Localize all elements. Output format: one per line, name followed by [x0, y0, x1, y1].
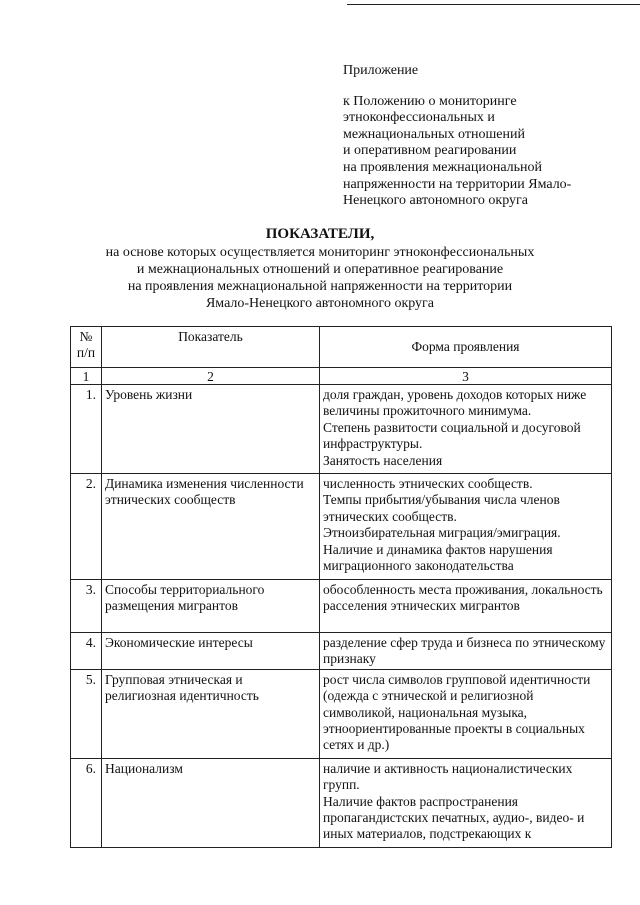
column-numbers-row	[71, 368, 612, 385]
row-number: 1.	[71, 385, 102, 474]
form-text: доля граждан, уровень доходов которых ниже величины прожиточного минимума.	[323, 387, 587, 419]
document-title	[0, 226, 640, 312]
form-text: разделение сфер труда и бизнеса по этническому признаку	[323, 635, 606, 667]
title-line: Ямало-Ненецкого автономного округа	[205, 296, 435, 311]
title-heading: ПОКАЗАТЕЛИ,	[265, 226, 375, 242]
row-form	[320, 580, 612, 633]
table-row	[71, 385, 612, 474]
table-row	[71, 580, 612, 633]
table-row	[71, 633, 612, 670]
row-form	[320, 385, 612, 474]
row-form	[320, 633, 612, 670]
form-text: рост числа символов групповой идентичности (одежда с этнической и религиозной символикой, национальная музыка, этноориентированные проекты в социальных сетях и др.)	[323, 671, 591, 753]
form-text: Наличие фактов распространения пропагандистских печатных, аудио-, видео- и иных материалов, подстрекающих к	[323, 793, 585, 842]
row-form	[320, 758, 612, 847]
form-text: Наличие и динамика фактов нарушения миграционного законодательства	[323, 541, 553, 574]
form-text: Занятость населения	[323, 452, 443, 468]
form-text: Темпы прибытия/убывания числа членов этнических сообществ.	[323, 492, 560, 524]
row-form	[320, 669, 612, 758]
column-number: 2	[102, 368, 320, 385]
row-indicator: Экономические интересы	[102, 633, 320, 670]
row-indicator: Способы территориального размещения мигрантов	[102, 580, 320, 633]
title-line: на проявления межнациональной напряженности на территории	[127, 279, 513, 294]
form-text: численность этнических сообществ.	[323, 476, 533, 491]
row-indicator: Национализм	[102, 758, 320, 847]
row-indicator: Уровень жизни	[102, 385, 320, 474]
appendix-line: на проявления межнациональной	[343, 159, 543, 175]
form-text: Этноизбирательная миграция/эмиграция.	[323, 525, 561, 541]
appendix-line: напряженности на территории Ямало-	[343, 176, 572, 192]
title-line: на основе которых осуществляется мониторинг этноконфессиональных	[105, 245, 535, 260]
appendix-line: и оперативном реагировании	[343, 143, 517, 159]
row-indicator: Динамика изменения численности этнических сообществ	[102, 474, 320, 580]
appendix-block	[343, 63, 633, 210]
form-text: наличие и активность националистических групп.	[323, 760, 573, 793]
column-number: 3	[320, 368, 612, 385]
row-number: 4.	[71, 633, 102, 670]
form-text: Степень развитости социальной и досуговой инфраструктуры.	[323, 419, 581, 452]
table-header-row	[71, 327, 612, 368]
row-form	[320, 474, 612, 580]
indicators-table	[70, 326, 612, 848]
title-line: и межнациональных отношений и оперативное реагирование	[136, 262, 504, 277]
header-form: Форма проявления	[320, 327, 612, 368]
row-number: 3.	[71, 580, 102, 633]
row-indicator: Групповая этническая и религиозная идентичность	[102, 669, 320, 758]
row-number: 6.	[71, 758, 102, 847]
header-indicator: Показатель	[102, 327, 320, 368]
table-row	[71, 669, 612, 758]
appendix-line: межнациональных отношений	[343, 126, 525, 142]
appendix-line: к Положению о мониторинге	[343, 93, 517, 109]
table-row	[71, 758, 612, 847]
column-number: 1	[71, 368, 102, 385]
top-edge-rule	[347, 4, 640, 5]
header-num: № п/п	[71, 327, 102, 368]
row-number: 2.	[71, 474, 102, 580]
table-row	[71, 474, 612, 580]
appendix-line: этноконфессиональных и	[343, 110, 495, 126]
row-number: 5.	[71, 669, 102, 758]
appendix-line: Ненецкого автономного округа	[343, 193, 528, 209]
form-text: обособленность места проживания, локальность расселения этнических мигрантов	[323, 582, 603, 614]
appendix-label: Приложение	[343, 63, 419, 78]
